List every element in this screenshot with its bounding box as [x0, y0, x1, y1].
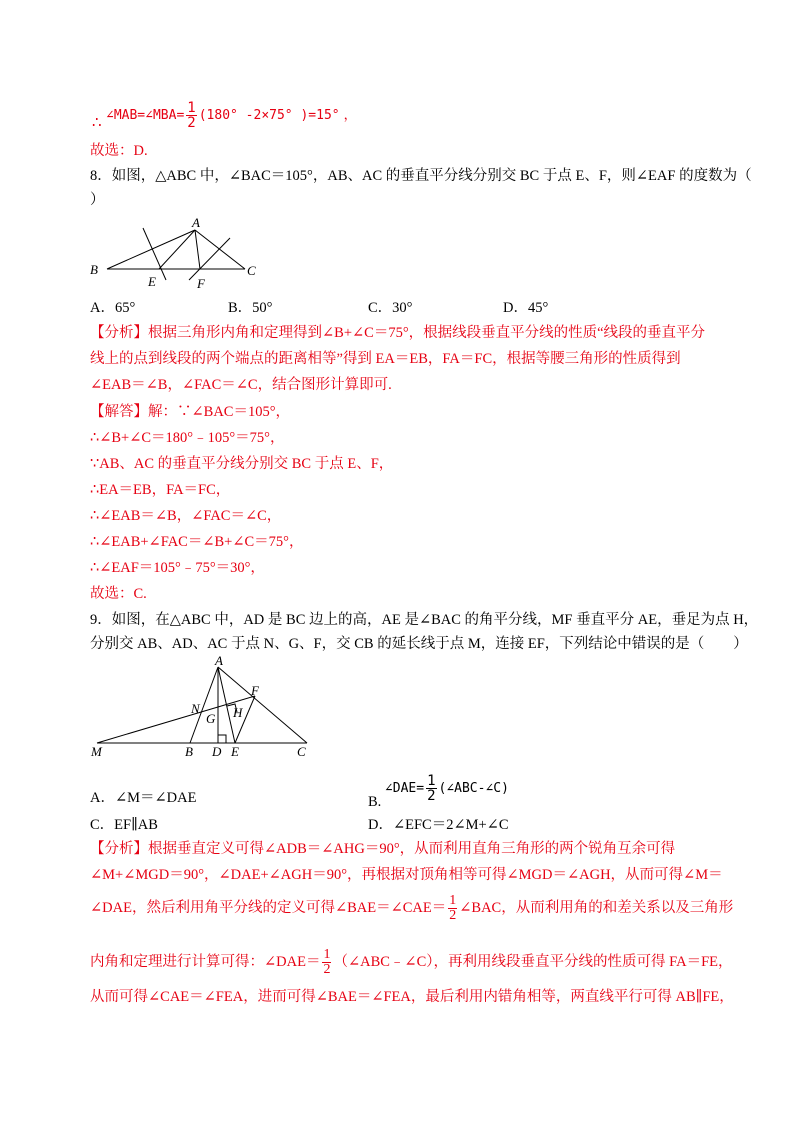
q8-bisector-ac: [189, 238, 230, 280]
q8-line-ac: [195, 230, 245, 269]
q9-option-b-rhs: (∠ABC-∠C): [438, 781, 509, 796]
q9-figure: [85, 655, 325, 760]
q9-analysis-4b: （∠ABC﹣∠C），再利用线段垂直平分线的性质可得 FA＝FE，: [333, 954, 733, 970]
q8-option-c: C．30°: [368, 300, 413, 316]
q8-label-f: F: [197, 276, 205, 291]
q8-stem-line2: ）: [90, 192, 105, 208]
q9-label-a: A: [215, 655, 223, 668]
q9-right-angle-d: [218, 735, 226, 743]
q8-label-a: A: [192, 215, 200, 230]
q8-solution-4: ∴EA＝EB，FA＝FC，: [90, 482, 231, 498]
q9-option-b: [368, 770, 509, 820]
q8-label-b: B: [90, 262, 98, 277]
q9-analysis-5: 从而可得∠CAE＝∠FEA，进而可得∠BAE＝∠FEA，最后利用内错角相等，两直线平行可得 AB∥FE，: [90, 989, 734, 1005]
formula-fraction: $\frac{1}{2}$: [187, 100, 196, 131]
q9-stem-line2: 分别交 AB、AD、AC 于点 N、G、F，交 CB 的延长线于点 M，连接 EF，下列结论中错误的是（ ）: [90, 636, 748, 652]
q9-option-b-formula: [384, 773, 509, 804]
q8-solution-5: ∴∠EAB＝∠B，∠FAC＝∠C，: [90, 508, 282, 524]
q8-solution-7: ∴∠EAF＝105°﹣75°＝30°，: [90, 560, 265, 576]
q9-analysis-1: 【分析】根据垂直定义可得∠ADB＝∠AHG＝90°，从而利用直角三角形的两个锐角互余可得: [90, 841, 676, 857]
q9-option-d: D．∠EFC＝2∠M+∠C: [368, 817, 509, 833]
formula-rhs: (180° -2×75° )=15°: [198, 108, 340, 123]
q9-option-b-lhs: ∠DAE=: [384, 781, 425, 796]
q8-label-c: C: [247, 263, 256, 278]
q8-line-ab: [107, 230, 195, 269]
q9-label-f: F: [251, 683, 259, 698]
q9-option-b-prefix: B.: [368, 794, 382, 810]
q8-figure: [85, 212, 275, 292]
formula-line: [106, 98, 357, 134]
q8-solution-1: 【解答】解：∵∠BAC＝105°，: [90, 404, 291, 420]
q8-option-d: D．45°: [503, 300, 549, 316]
q8-solution-3: ∵AB、AC 的垂直平分线分别交 BC 于点 E、F，: [90, 456, 394, 472]
q9-label-g: G: [206, 711, 216, 726]
formula-comma: ，: [343, 108, 357, 123]
q9-label-h: H: [233, 705, 243, 720]
q8-solution-2: ∴∠B+∠C＝180°﹣105°＝75°，: [90, 430, 285, 446]
q9-analysis-4-fraction: $\frac{1}{2}$: [323, 947, 331, 978]
q8-label-e: E: [148, 274, 156, 289]
q9-label-e: E: [231, 744, 239, 759]
q8-line-ae: [159, 230, 195, 269]
q9-option-c: C．EF∥AB: [90, 817, 158, 833]
q9-label-d: D: [212, 744, 222, 759]
q8-option-b: B．50°: [228, 300, 273, 316]
q9-stem-line1: 9．如图，在△ABC 中，AD 是 BC 边上的高，AE 是∠BAC 的角平分线，MF 垂直平分 AE，垂足为点 H，: [90, 612, 759, 628]
q9-label-b: B: [185, 744, 193, 759]
q9-line-mf: [97, 696, 255, 743]
q9-analysis-3b: ∠BAC，从而利用角的和差关系以及三角形: [459, 900, 734, 916]
q9-analysis-3-fraction: $\frac{1}{2}$: [449, 893, 457, 924]
therefore-symbol: ∴: [92, 115, 102, 131]
q8-solution-8: 故选：C.: [90, 586, 147, 602]
q9-analysis-4a: 内角和定理进行计算可得：∠DAE＝: [90, 954, 321, 970]
q8-stem-line1: 8．如图，△ABC 中，∠BAC＝105°，AB、AC 的垂直平分线分别交 BC 于点 E、F，则∠EAF 的度数为（: [90, 168, 752, 184]
q8-bisector-ab: [143, 228, 166, 280]
formula-lhs: ∠MAB=∠MBA=: [106, 108, 185, 123]
q8-analysis: 【分析】根据三角形内角和定理得到∠B+∠C＝75°，根据线段垂直平分线的性质“线段的垂直平分线上的点到线段的两个端点的距离相等”得到 EA＝EB，FA＝FC，根据等腰三角形的性质得到∠EAB＝∠B，∠FAC＝∠C，结合图形计算即可.: [90, 325, 706, 393]
q8-solution-6: ∴∠EAB+∠FAC＝∠B+∠C＝75°，: [90, 534, 304, 550]
q8-option-a: A．65°: [90, 300, 136, 316]
answer-d: 故选：D.: [90, 143, 148, 159]
q9-analysis-4: [90, 942, 733, 982]
q9-option-a: A．∠M＝∠DAE: [90, 790, 197, 806]
q9-label-c: C: [297, 744, 306, 759]
q8-line-af: [195, 230, 200, 269]
q9-analysis-2: ∠M+∠MGD＝90°，∠DAE+∠AGH＝90°，再根据对顶角相等可得∠MGD＝∠AGH，从而可得∠M＝: [90, 867, 723, 883]
q9-label-m: M: [91, 744, 102, 759]
q9-option-b-fraction: $\frac{1}{2}$: [427, 773, 436, 804]
q9-label-n: N: [191, 701, 200, 716]
q9-analysis-3: [90, 888, 733, 928]
q9-analysis-3a: ∠DAE，然后利用角平分线的定义可得∠BAE＝∠CAE＝: [90, 900, 447, 916]
